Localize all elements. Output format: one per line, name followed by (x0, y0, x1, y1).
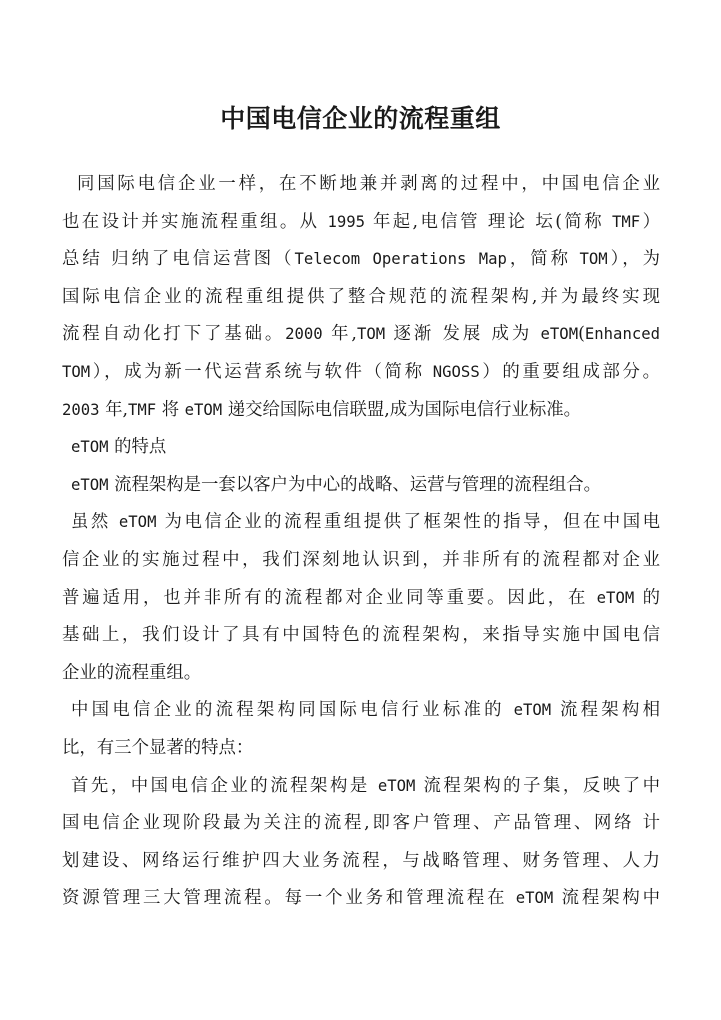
body-line (62, 692, 660, 730)
body-line-text: 基础上，我们设计了具有中国特色的流程架构，来指导实施中国电信 (62, 625, 660, 646)
body-line (62, 166, 660, 204)
latin-run: eTOM (184, 400, 223, 419)
body-line-text: 比，有三个显著的特点： (62, 737, 254, 758)
latin-run: 2003 (62, 400, 100, 419)
body-line-text: 也在设计并实施流程重组。从 1995 年起,电信管 理论 坛(简称 TMF） (62, 211, 660, 232)
page-title: 中国电信企业的流程重组 (220, 103, 501, 133)
body-line (62, 768, 660, 806)
body-line-text: eTOM 流程架构是一套以客户为中心的战略、运营与管理的流程组合。 (71, 474, 602, 495)
body-line (62, 730, 660, 768)
latin-run: TMF (128, 400, 157, 419)
latin-run: eTOM (118, 513, 157, 532)
latin-run: Telecom Operations Map (294, 250, 507, 269)
body-line-text: 国际电信企业的流程重组提供了整合规范的流程架构,并为最终实现 (62, 286, 660, 307)
body-line (62, 467, 660, 505)
body-line (62, 241, 660, 279)
section-heading-text: eTOM 的特点 (71, 437, 167, 458)
body-line-text: 中国电信企业的流程架构同国际电信行业标准的 eTOM 流程架构相 (71, 700, 661, 721)
body-line-text: 国电信企业现阶段最为关注的流程,即客户管理、产品管理、网络 计 (62, 813, 660, 834)
body-line-text: 同国际电信企业一样，在不断地兼并剥离的过程中，中国电信企业 (77, 174, 660, 194)
body-line-text: 流程自动化打下了基础。2000 年,TOM 逐渐 发展 成为 eTOM(Enhanced (62, 324, 660, 345)
latin-run: eTOM (515, 889, 554, 908)
body-line (62, 392, 660, 430)
body-line-text: 首先，中国电信企业的流程架构是 eTOM 流程架构的子集，反映了中 (71, 775, 661, 796)
body-line-text: 普遍适用，也并非所有的流程都对企业同等重要。因此，在 eTOM 的 (62, 587, 661, 608)
latin-run: NGOSS (432, 362, 480, 381)
body-line-text: 划建设、网络运行维护四大业务流程，与战略管理、财务管理、人力 (62, 850, 660, 871)
latin-run: eTOM (71, 475, 109, 494)
latin-run: Enhanced (584, 325, 660, 344)
body-line-text: TOM），成为新一代运营系统与软件（简称 NGOSS）的重要组成部分。 (62, 361, 660, 382)
latin-run: eTOM (377, 776, 416, 795)
document-body (62, 166, 660, 918)
body-line-text: 虽然 eTOM 为电信企业的流程重组提供了框架性的指导，但在中国电 (71, 512, 661, 533)
body-line-text: 企业的流程重组。 (62, 662, 202, 683)
body-line (62, 580, 660, 618)
body-line (62, 617, 660, 655)
body-line (62, 354, 660, 392)
latin-run: TOM (356, 325, 386, 344)
body-line-text: 2003 年,TMF 将 eTOM 递交给国际电信联盟,成为国际电信行业标准。 (62, 399, 582, 420)
body-line (62, 655, 660, 693)
latin-run: eTOM (540, 325, 579, 344)
body-line (62, 279, 660, 317)
body-line (62, 542, 660, 580)
latin-run: eTOM (513, 701, 552, 720)
body-line (62, 805, 660, 843)
section-heading (62, 429, 660, 467)
latin-run: 1995 (327, 212, 365, 231)
latin-run: TOM (62, 362, 91, 381)
latin-run: eTOM (71, 438, 109, 457)
body-line (62, 316, 660, 354)
body-line (62, 204, 660, 242)
latin-run: 2000 (285, 325, 323, 344)
body-line (62, 504, 660, 542)
latin-run: eTOM (596, 588, 635, 607)
latin-run: TMF (612, 212, 641, 231)
body-line (62, 880, 660, 918)
body-line-text: 信企业的实施过程中，我们深刻地认识到，并非所有的流程都对企业 (62, 549, 660, 570)
latin-run: TOM (579, 250, 608, 269)
body-line-text: 资源管理三大管理流程。每一个业务和管理流程在 eTOM 流程架构中 (62, 888, 661, 909)
body-line-text: 总结 归纳了电信运营图（Telecom Operations Map，简称 TOM），为 (62, 249, 661, 270)
body-line (62, 843, 660, 881)
